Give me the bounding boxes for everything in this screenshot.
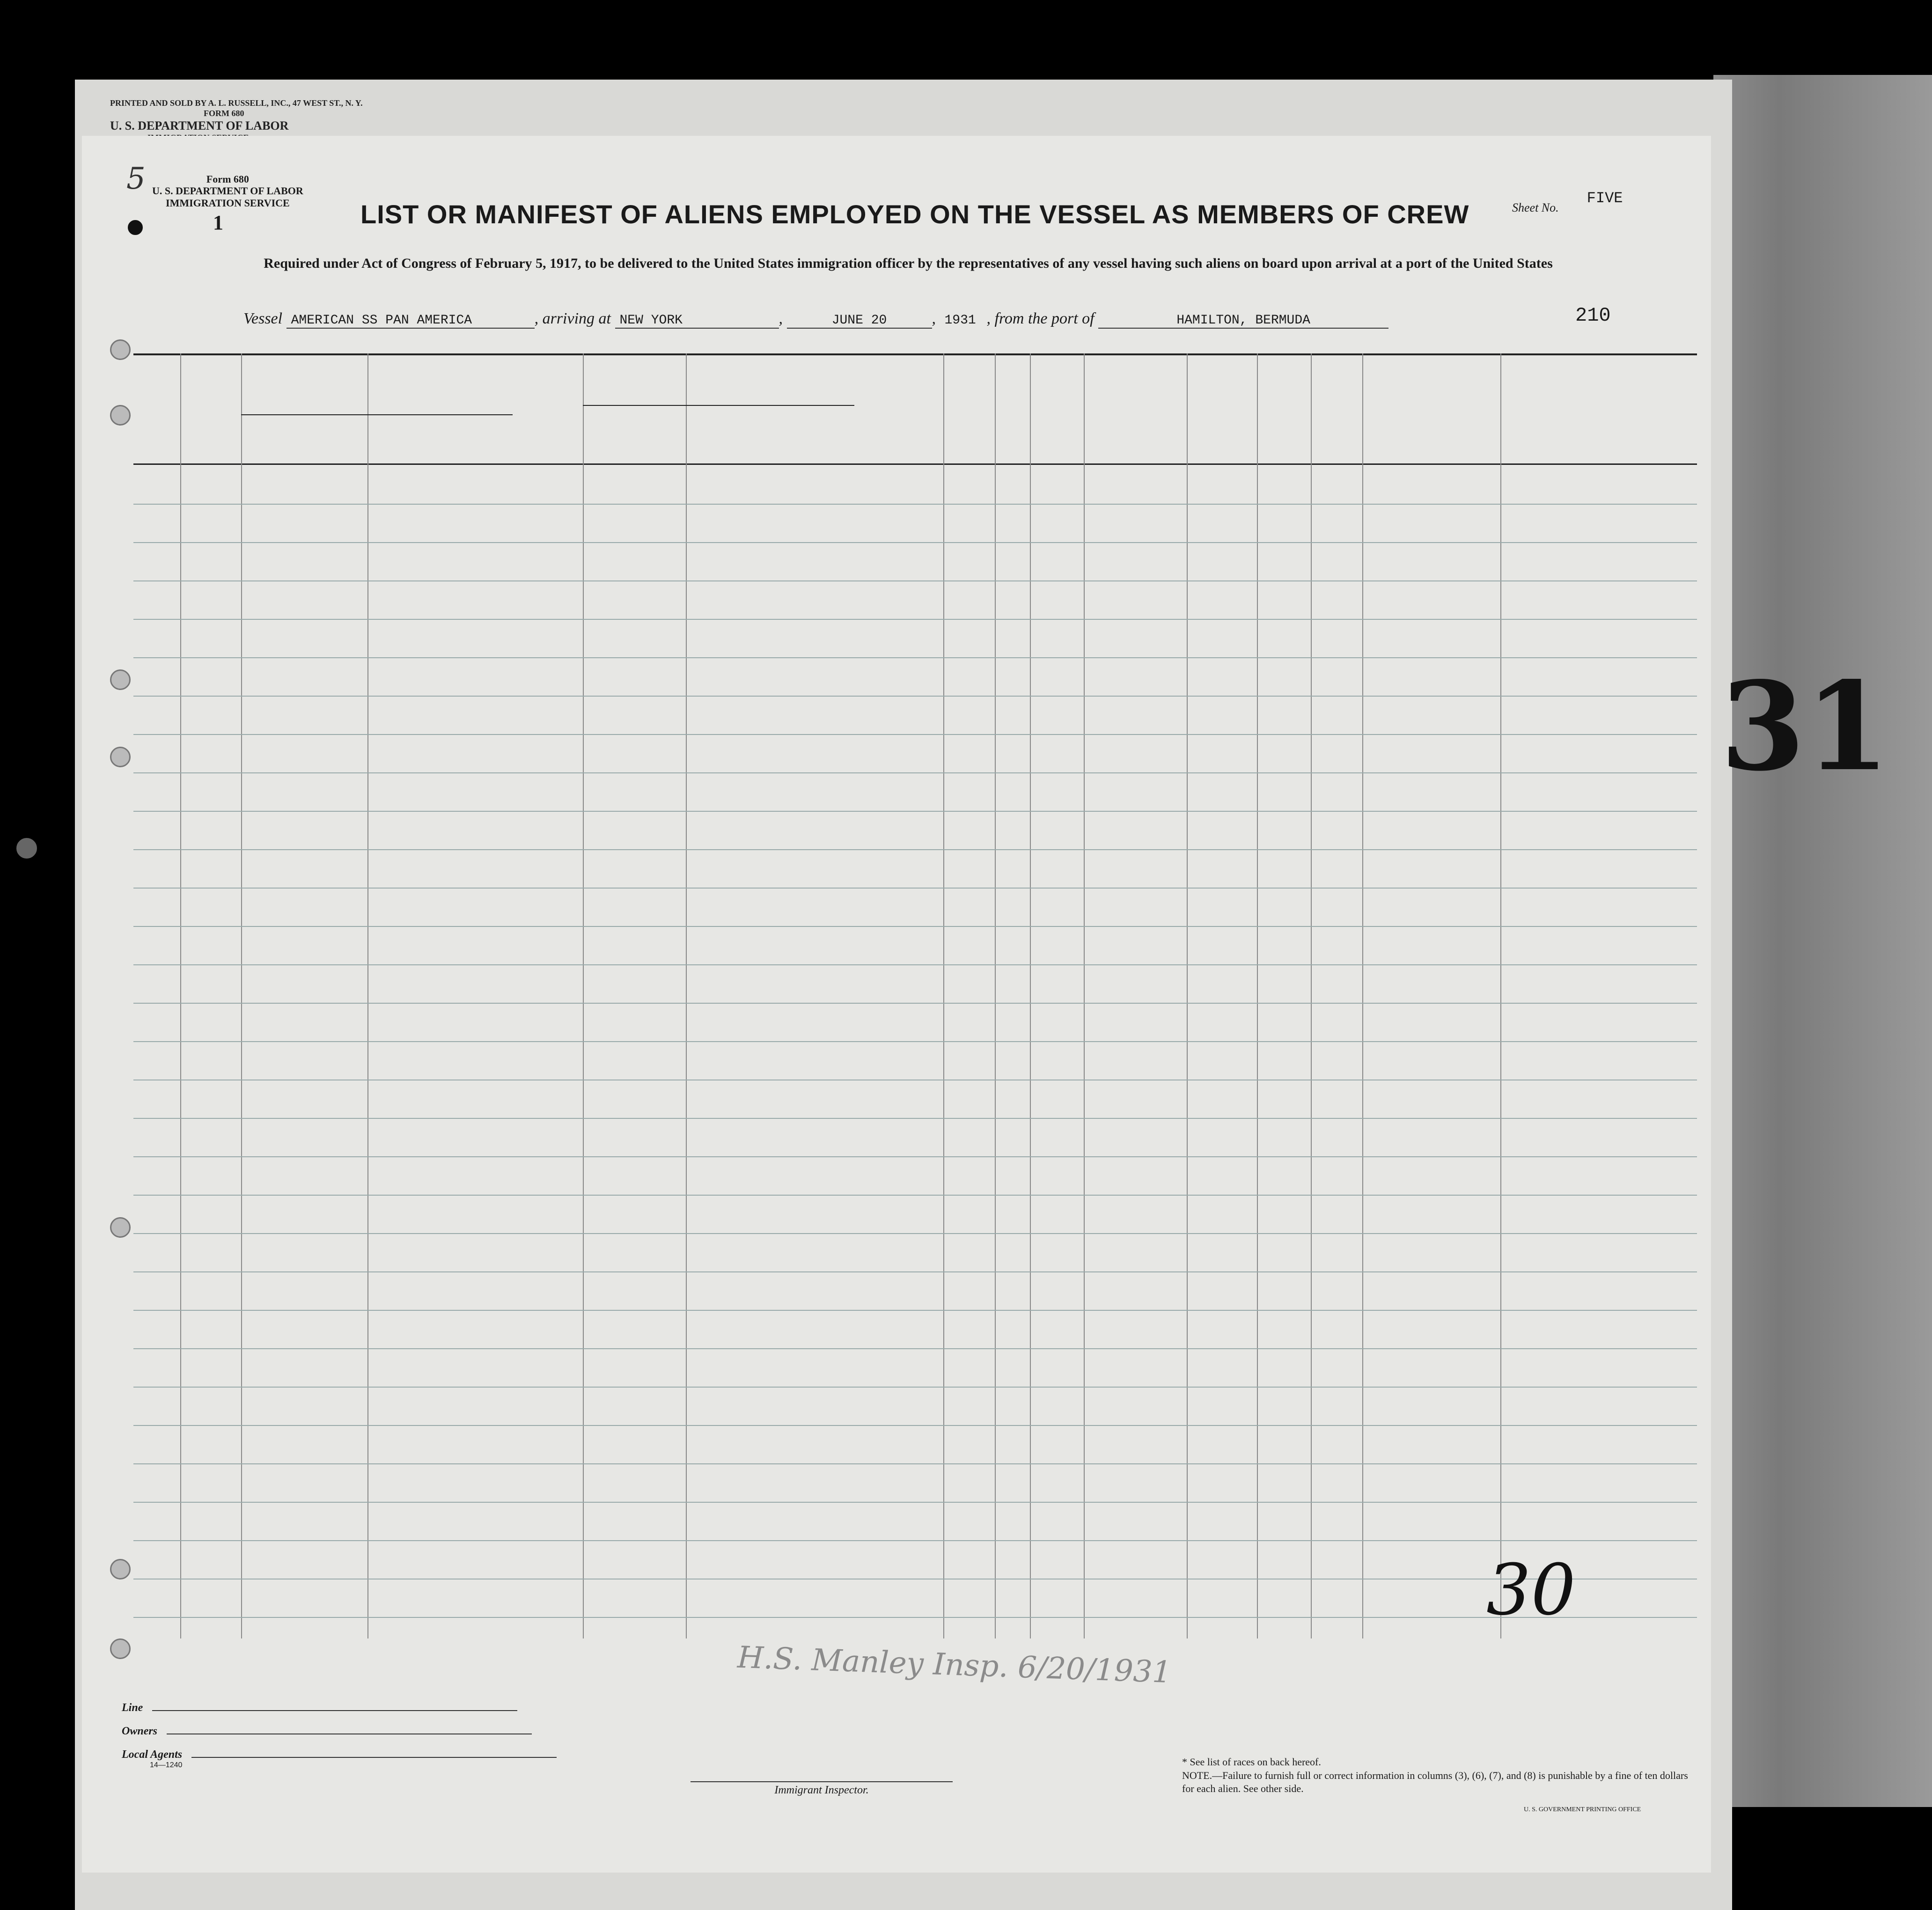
name-group-rule — [241, 414, 513, 415]
punch-hole — [110, 339, 131, 360]
page-title: LIST OR MANIFEST OF ALIENS EMPLOYED ON THE VESSEL AS MEMBERS OF CREW — [360, 199, 1469, 229]
footnotes: * See list of races on back hereof. NOTE.—Failure to furnish full or correct information in columns (3), (6), (7), and (8) is punishable by a fine of ten dollars for each alien. See other side. — [1182, 1756, 1688, 1795]
back-printer: PRINTED AND SOLD BY A. L. RUSSELL, INC., 47 WEST ST., N. Y. — [110, 98, 363, 108]
column-rule — [180, 353, 181, 1638]
row-rule — [133, 1003, 1697, 1004]
row-rule — [133, 1540, 1697, 1541]
row-rule — [133, 849, 1697, 850]
footer-owners: Owners — [122, 1725, 532, 1738]
column-rule — [1257, 353, 1258, 1638]
row-rule — [133, 504, 1697, 505]
row-rule — [133, 1387, 1697, 1388]
stamp-number: 210 — [1575, 304, 1611, 327]
row-rule — [133, 734, 1697, 735]
inspector-label: Immigrant Inspector. — [691, 1781, 953, 1797]
side-mark: 31 — [1720, 655, 1890, 798]
punch-hole — [128, 220, 143, 235]
row-rule — [133, 964, 1697, 965]
column-rule — [583, 353, 584, 1638]
printer-mark: U. S. GOVERNMENT PRINTING OFFICE — [1524, 1806, 1641, 1813]
column-rule — [1362, 353, 1363, 1638]
row-rule — [133, 1425, 1697, 1426]
punch-hole — [110, 669, 131, 690]
arrival-port: NEW YORK — [615, 313, 779, 329]
row-rule — [133, 811, 1697, 812]
column-rule — [1311, 353, 1312, 1638]
row-rule — [133, 1310, 1697, 1311]
column-rule — [241, 353, 242, 1638]
row-rule — [133, 888, 1697, 889]
row-rule — [133, 1233, 1697, 1234]
row-rule — [133, 1118, 1697, 1119]
row-rule — [133, 1617, 1697, 1618]
row-rule — [133, 1348, 1697, 1349]
arrival-date: JUNE 20 — [787, 313, 932, 329]
row-rule — [133, 1463, 1697, 1464]
row-rule — [133, 1271, 1697, 1272]
vessel-name: AMERICAN SS PAN AMERICA — [286, 313, 535, 329]
arrival-year: 1931 — [944, 313, 976, 328]
back-form: FORM 680 — [204, 108, 244, 118]
column-rule — [995, 353, 996, 1638]
crew-table — [133, 353, 1697, 1706]
row-rule — [133, 542, 1697, 543]
row-rule — [133, 1195, 1697, 1196]
punch-hole — [110, 747, 131, 767]
column-rule — [367, 414, 368, 1638]
form-block: Form 680 U. S. DEPARTMENT OF LABOR IMMIGRATION SERVICE — [152, 173, 303, 209]
row-rule — [133, 696, 1697, 697]
column-rule — [1187, 353, 1188, 1638]
row-rule — [133, 580, 1697, 581]
list-number: 1 — [213, 211, 223, 234]
row-rule — [133, 926, 1697, 927]
footer-line: Line — [122, 1702, 517, 1714]
adjacent-page-edge — [1713, 75, 1932, 1807]
page-subtitle: Required under Act of Congress of February 5, 1917, to be delivered to the United States immigration officer by the representatives of any vessel having such aliens on board upon arrival at a port of the United States — [264, 256, 1553, 271]
punch-hole — [110, 1217, 131, 1238]
inspector-signature: H.S. Manley Insp. 6/20/1931 — [736, 1640, 1172, 1690]
departure-port: HAMILTON, BERMUDA — [1098, 313, 1388, 329]
row-rule — [133, 1156, 1697, 1157]
sheet-number: Sheet No.FIVE — [1512, 190, 1623, 214]
total-count: 30 — [1486, 1550, 1576, 1631]
hand-number: 5 — [126, 162, 146, 196]
column-rule — [1030, 353, 1031, 1638]
column-rule — [943, 353, 944, 1638]
footer-agents: Local Agents 14—1240 — [122, 1748, 557, 1770]
row-rule — [133, 1502, 1697, 1503]
row-rule — [133, 772, 1697, 773]
vessel-line: Vessel AMERICAN SS PAN AMERICA , arriving at NEW YORK , JUNE 20 , 1931 , from the port of HAMILTON, BERMUDA — [243, 310, 1388, 329]
punch-hole — [16, 838, 37, 859]
column-rule — [1500, 353, 1501, 1638]
row-rule — [133, 1041, 1697, 1042]
column-rule — [686, 405, 687, 1638]
punch-hole — [110, 1638, 131, 1659]
shipped-group-rule — [583, 405, 854, 406]
punch-hole — [110, 405, 131, 426]
manifest-page — [82, 136, 1890, 1873]
column-rule — [1084, 353, 1085, 1638]
back-department: U. S. DEPARTMENT OF LABOR — [110, 119, 289, 133]
punch-hole — [110, 1559, 131, 1579]
row-rule — [133, 657, 1697, 658]
row-rule — [133, 619, 1697, 620]
